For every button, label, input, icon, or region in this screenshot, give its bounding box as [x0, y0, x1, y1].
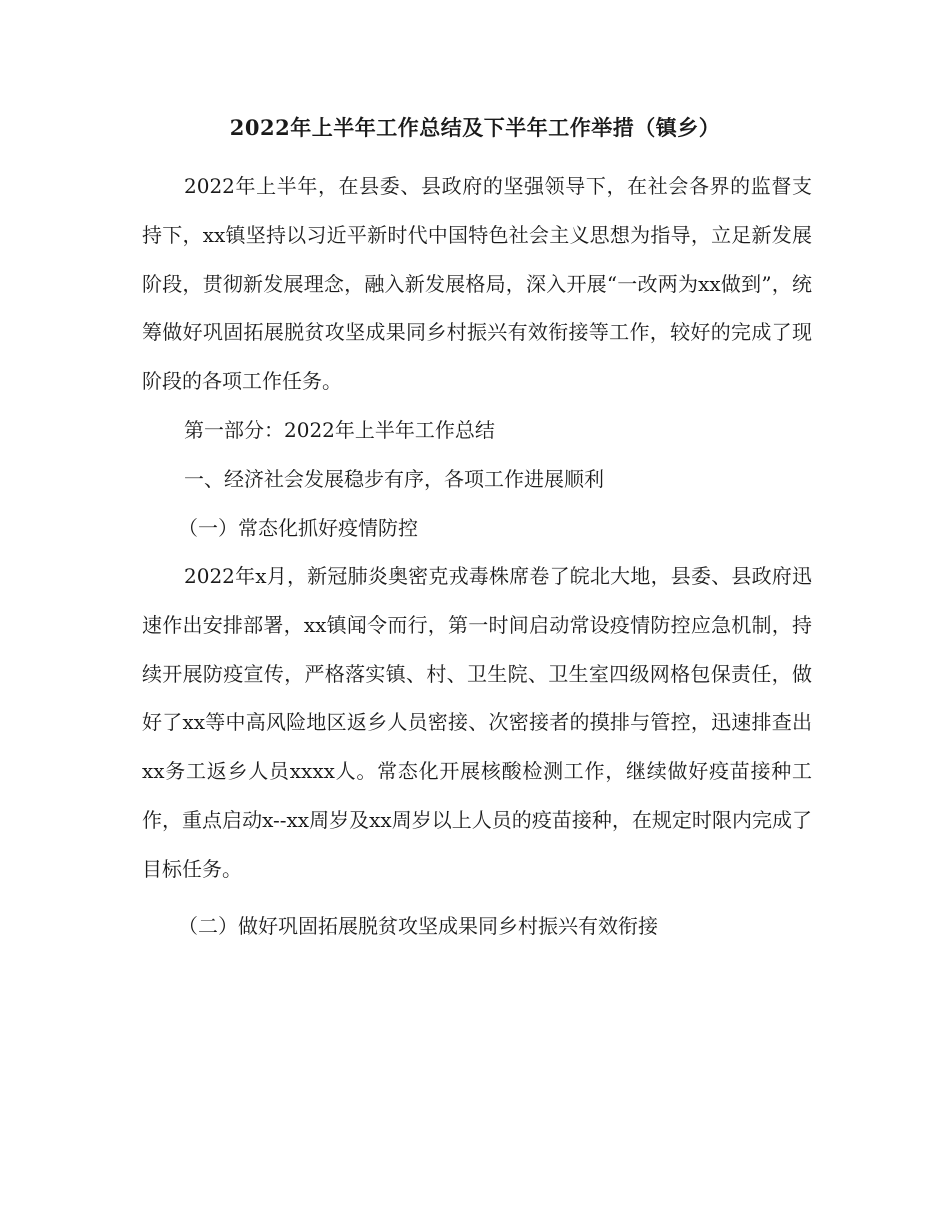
section-heading: 一、经济社会发展稳步有序，各项工作进展顺利 [184, 467, 604, 491]
subsection-paragraph-1: 2022年x月，新冠肺炎奥密克戎毒株席卷了皖北大地，县委、县政府迅速作出安排部署，xx镇闻令而行，第一时间启动常设疫情防控应急机制，持续开展防疫宣传，严格落实镇、村、卫生院、卫生室四级网格包保责任，做好了xx等中高风险地区返乡人员密接、次密接者的摸排与管控，迅速排查出xx务工返乡人员xxxx人。常态化开展核酸检测工作，继续做好疫苗接种工作，重点启动x--xx周岁及xx周岁以上人员的疫苗接种，在规定时限内完成了目标任务。 [142, 564, 812, 881]
subsection-heading-1: （一）常态化抓好疫情防控 [178, 516, 418, 540]
document-title: 2022年上半年工作总结及下半年工作举措（镇乡） [229, 115, 721, 140]
intro-paragraph: 2022年上半年，在县委、县政府的坚强领导下，在社会各界的监督支持下，xx镇坚持以习近平新时代中国特色社会主义思想为指导，立足新发展阶段，贯彻新发展理念，融入新发展格局，深入开展“一改两为xx做到”，统筹做好巩固拓展脱贫攻坚成果同乡村振兴有效衔接等工作，较好的完成了现阶段的各项工作任务。 [142, 174, 812, 394]
subsection-heading-2: （二）做好巩固拓展脱贫攻坚成果同乡村振兴有效衔接 [178, 914, 658, 938]
part-heading: 第一部分：2022年上半年工作总结 [184, 418, 495, 442]
